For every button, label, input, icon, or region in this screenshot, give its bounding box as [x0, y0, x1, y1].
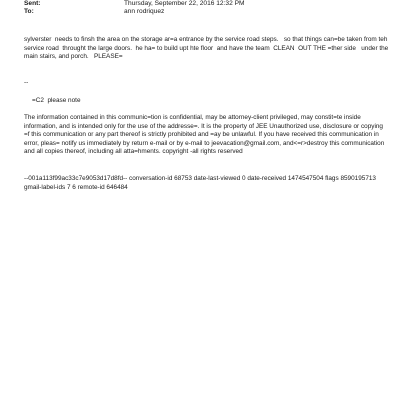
confidentiality-notice: The information contained in this communic=tion is confidential, may be attorney-client privileged, may constit=te inside information, and is intended only for the use of the addresse=. It is the property of JEE Unauthorized use, disclosure or copying =f this communication or any part thereof is strictly prohibited and =ay be unlawful. If you have received this communication in error, pleas= notify us immediately by return e-mail or by e-mail to jeevacation@gmail.com, and<=r>destroy this communication and all copies thereof, including all atta=hments. copyright -all rights reserved	[24, 114, 387, 156]
signature-separator: --	[24, 79, 29, 86]
to-label: To:	[24, 8, 34, 15]
sent-date: Thursday, September 22, 2016 12:32 PM	[124, 0, 245, 7]
sent-label: Sent:	[24, 0, 41, 7]
please-note-line: =C2 please note	[32, 97, 81, 104]
recipient-name: ann rodriquez	[124, 8, 165, 15]
message-body: sylverster needs to finsh the area on the storage ar=a entrance by the service road steps. so that things can=be taken from teh service road throught the large doors. he ha= to build upt hte floor and have the team CLEAN OUT THE =ther side under the main stairs, and porch. PLEASE=	[24, 36, 391, 61]
message-metadata: --001a113f99ac33c7e9053d17d8fd-- conversation-id 68753 date-last-viewed 0 date-received 1474547504 flags 8590195713 gmail-label-ids 7 6 remote-id 646484	[24, 175, 378, 191]
